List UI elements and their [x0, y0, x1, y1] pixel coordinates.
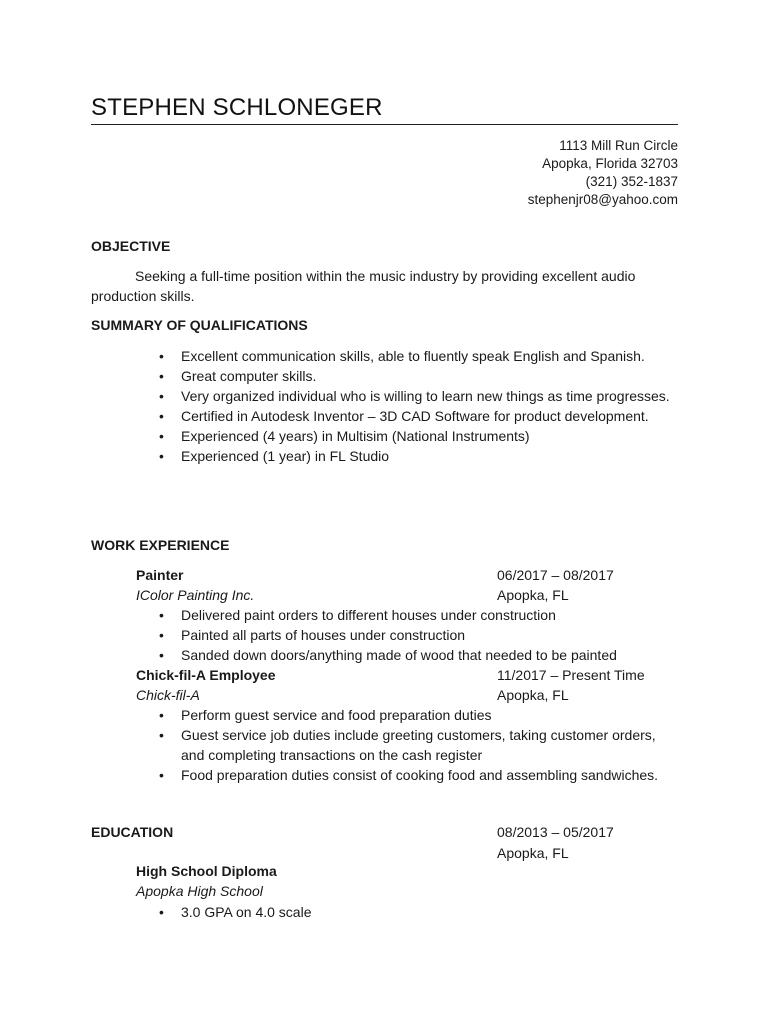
- list-item: [159, 625, 679, 645]
- qualification-text: Excellent communication skills, able to fluently speak English and Spanish.: [181, 348, 645, 364]
- bullet-icon: •: [159, 707, 164, 723]
- qualifications-list: [159, 346, 679, 466]
- education-dates: 08/2013 – 05/2017: [497, 824, 614, 840]
- email-address: stephenjr08@yahoo.com: [527, 192, 678, 207]
- school-name: Apopka High School: [136, 883, 263, 899]
- job-dates: 11/2017 – Present Time: [497, 667, 645, 683]
- bullet-icon: •: [159, 408, 164, 424]
- job-title: Painter: [136, 567, 184, 583]
- list-item: [159, 366, 679, 386]
- job-duties-list: [159, 705, 679, 785]
- bullet-icon: •: [159, 627, 164, 643]
- address-line-1: 1113 Mill Run Circle: [559, 138, 678, 153]
- duty-text: Sanded down doors/anything made of wood that needed to be painted: [181, 647, 617, 663]
- list-item: [159, 426, 679, 446]
- qualification-text: Great computer skills.: [181, 368, 317, 384]
- duty-text: Guest service job duties include greeting customers, taking customer orders, and completing transactions on the cash register: [181, 727, 656, 763]
- duty-text: Food preparation duties consist of cooking food and assembling sandwiches.: [181, 767, 659, 783]
- objective-paragraph: Seeking a full-time position within the music industry by providing excellent audio production skills.: [91, 268, 636, 304]
- bullet-icon: •: [159, 388, 164, 404]
- bullet-icon: •: [159, 428, 164, 444]
- job-company: IColor Painting Inc.: [136, 587, 255, 603]
- bullet-icon: •: [159, 767, 164, 783]
- phone-number: (321) 352-1837: [585, 174, 678, 189]
- job-location: Apopka, FL: [497, 587, 569, 603]
- list-item: [159, 765, 679, 785]
- job-title: Chick-fil-A Employee: [136, 667, 276, 683]
- header-divider: [91, 124, 678, 125]
- job-dates: 06/2017 – 08/2017: [497, 567, 614, 583]
- bullet-icon: •: [159, 448, 164, 464]
- bullet-icon: •: [159, 368, 164, 384]
- list-item: [159, 645, 679, 665]
- job-company: Chick-fil-A: [136, 687, 200, 703]
- bullet-icon: •: [159, 727, 164, 743]
- work-heading: WORK EXPERIENCE: [91, 537, 230, 553]
- degree-title: High School Diploma: [136, 863, 277, 879]
- qualification-text: Experienced (4 years) in Multisim (National Instruments): [181, 428, 530, 444]
- education-location: Apopka, FL: [497, 845, 569, 861]
- resume-name: STEPHEN SCHLONEGER: [91, 94, 383, 121]
- bullet-icon: •: [159, 904, 164, 920]
- job-location: Apopka, FL: [497, 687, 569, 703]
- bullet-icon: •: [159, 647, 164, 663]
- qualification-text: Certified in Autodesk Inventor – 3D CAD Software for product development.: [181, 408, 649, 424]
- list-item: [159, 902, 679, 922]
- education-heading: EDUCATION: [91, 824, 174, 840]
- list-item: [159, 725, 679, 765]
- education-detail-text: 3.0 GPA on 4.0 scale: [181, 904, 312, 920]
- bullet-icon: •: [159, 348, 164, 364]
- list-item: [159, 346, 679, 366]
- objective-text: [91, 266, 691, 306]
- education-details-list: [159, 902, 679, 922]
- duty-text: Painted all parts of houses under construction: [181, 627, 466, 643]
- address-line-2: Apopka, Florida 32703: [542, 156, 678, 171]
- list-item: [159, 446, 679, 466]
- job-duties-list: [159, 605, 679, 665]
- duty-text: Delivered paint orders to different houses under construction: [181, 607, 556, 623]
- qualification-text: Very organized individual who is willing to learn new things as time progresses.: [181, 388, 670, 404]
- qualifications-heading: SUMMARY OF QUALIFICATIONS: [91, 317, 308, 333]
- objective-heading: OBJECTIVE: [91, 238, 171, 254]
- qualification-text: Experienced (1 year) in FL Studio: [181, 448, 390, 464]
- list-item: [159, 605, 679, 625]
- list-item: [159, 705, 679, 725]
- list-item: [159, 386, 679, 406]
- bullet-icon: •: [159, 607, 164, 623]
- list-item: [159, 406, 679, 426]
- duty-text: Perform guest service and food preparation duties: [181, 707, 492, 723]
